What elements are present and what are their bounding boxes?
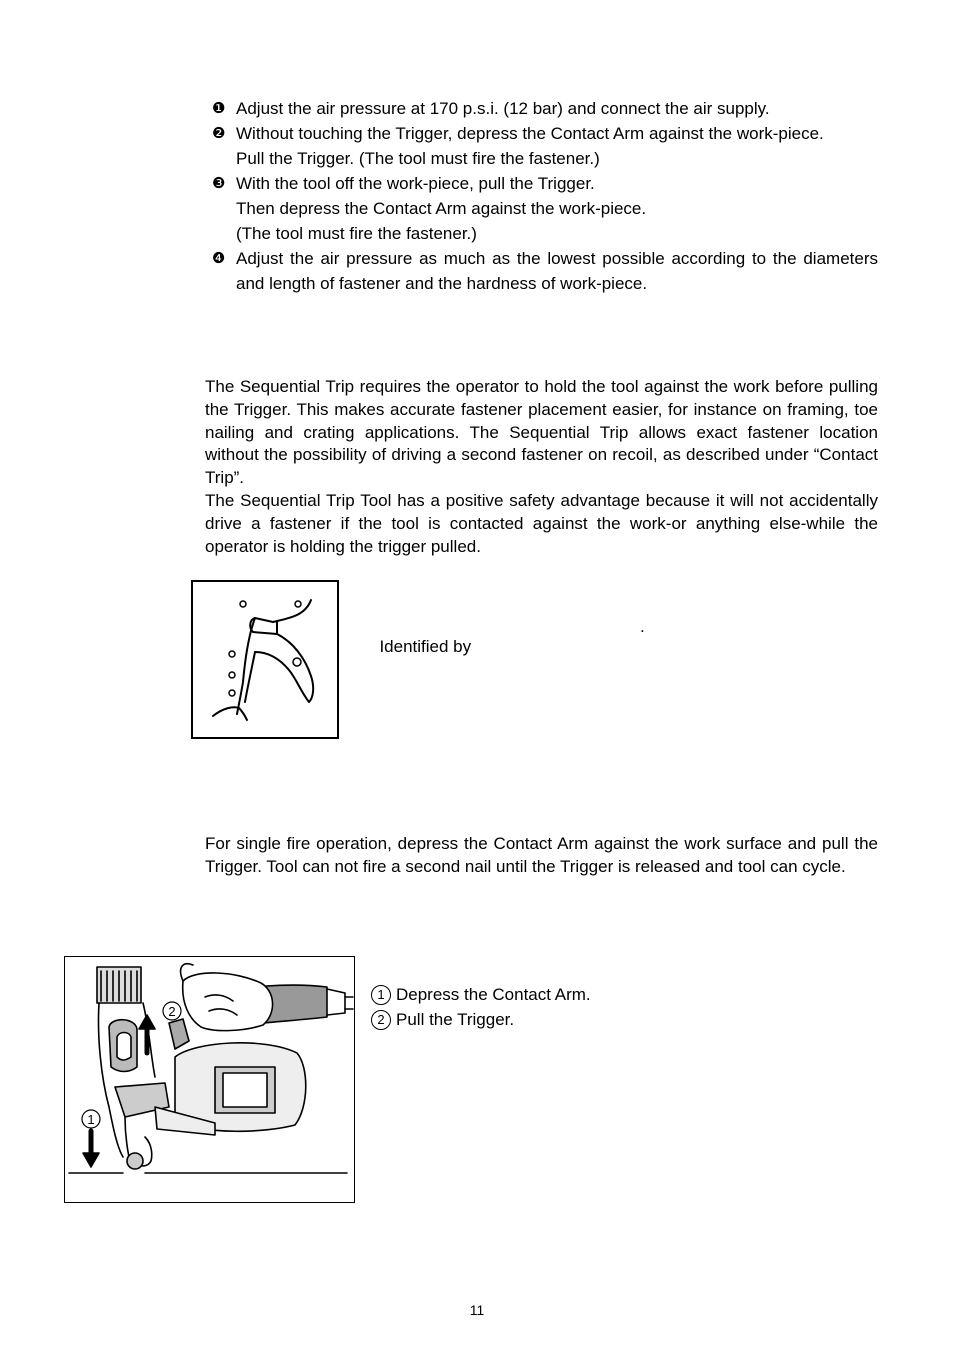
step-text: Without touching the Trigger, depress the Contact Arm against the work-piece. (236, 124, 824, 143)
legend-item-2 (371, 1007, 591, 1032)
legend-text: Depress the Contact Arm. (396, 985, 591, 1004)
coil-nailer-illustration-icon (65, 957, 354, 1202)
step-text: With the tool off the work-piece, pull the Trigger. (236, 174, 595, 193)
step-marker: ❶ (212, 100, 226, 117)
page-number: 11 (469, 1302, 485, 1318)
sequential-trip-paragraph-2: The Sequential Trip Tool has a positive safety advantage because it will not accidentally drive a fastener if the tool is contacted against the work-or anything else-while the operator is holding the trigger pulled. (205, 490, 878, 556)
trigger-identification-figure (191, 580, 339, 739)
legend-number: 1 (371, 985, 391, 1005)
legend-number: 2 (371, 1010, 391, 1030)
identified-by-label: Identified by (379, 637, 472, 656)
legend-text: Pull the Trigger. (396, 1010, 515, 1029)
step-text: Pull the Trigger. (The tool must fire the fastener.) (236, 149, 600, 168)
step-4 (212, 246, 878, 296)
trigger-illustration-icon (193, 582, 337, 737)
step-text: Adjust the air pressure as much as the lowest possible according to the diameters and length of fastener and the hardness of work-piece. (236, 249, 878, 293)
single-fire-paragraph: For single fire operation, depress the Contact Arm against the work surface and pull the Trigger. Tool can not fire a second nail until the Trigger is released and tool can cycle. (205, 834, 878, 876)
step-2 (212, 121, 878, 171)
step-marker: ❷ (212, 125, 226, 142)
single-fire-description (205, 833, 878, 879)
step-text: Adjust the air pressure at 170 p.s.i. (12 bar) and connect the air supply. (236, 99, 770, 118)
operation-legend (371, 982, 591, 1032)
step-text: Then depress the Contact Arm against the work-piece. (236, 199, 647, 218)
step-marker: ❸ (212, 175, 226, 192)
nailer-operation-figure (64, 956, 355, 1203)
legend-item-1 (371, 982, 591, 1007)
figure-label-two: 2 (168, 1004, 176, 1019)
step-3 (212, 171, 878, 246)
test-steps-list (212, 96, 878, 296)
sequential-trip-paragraph-1: The Sequential Trip requires the operator to hold the tool against the work before pulling the Trigger. This makes accurate fastener placement easier, for instance on framing, toe nailing and crating applications. The Sequential Trip allows exact fastener location without the possibility of driving a second fastener on recoil, as described under “Contact Trip”. (205, 377, 878, 488)
step-text: (The tool must fire the fastener.) (236, 224, 477, 243)
sequential-trip-description (205, 376, 878, 558)
identified-by-period: . (640, 617, 645, 636)
step-1 (212, 96, 878, 121)
identified-by-note (370, 617, 670, 677)
step-marker: ❹ (212, 250, 226, 267)
figure-label-one: 1 (87, 1112, 95, 1127)
